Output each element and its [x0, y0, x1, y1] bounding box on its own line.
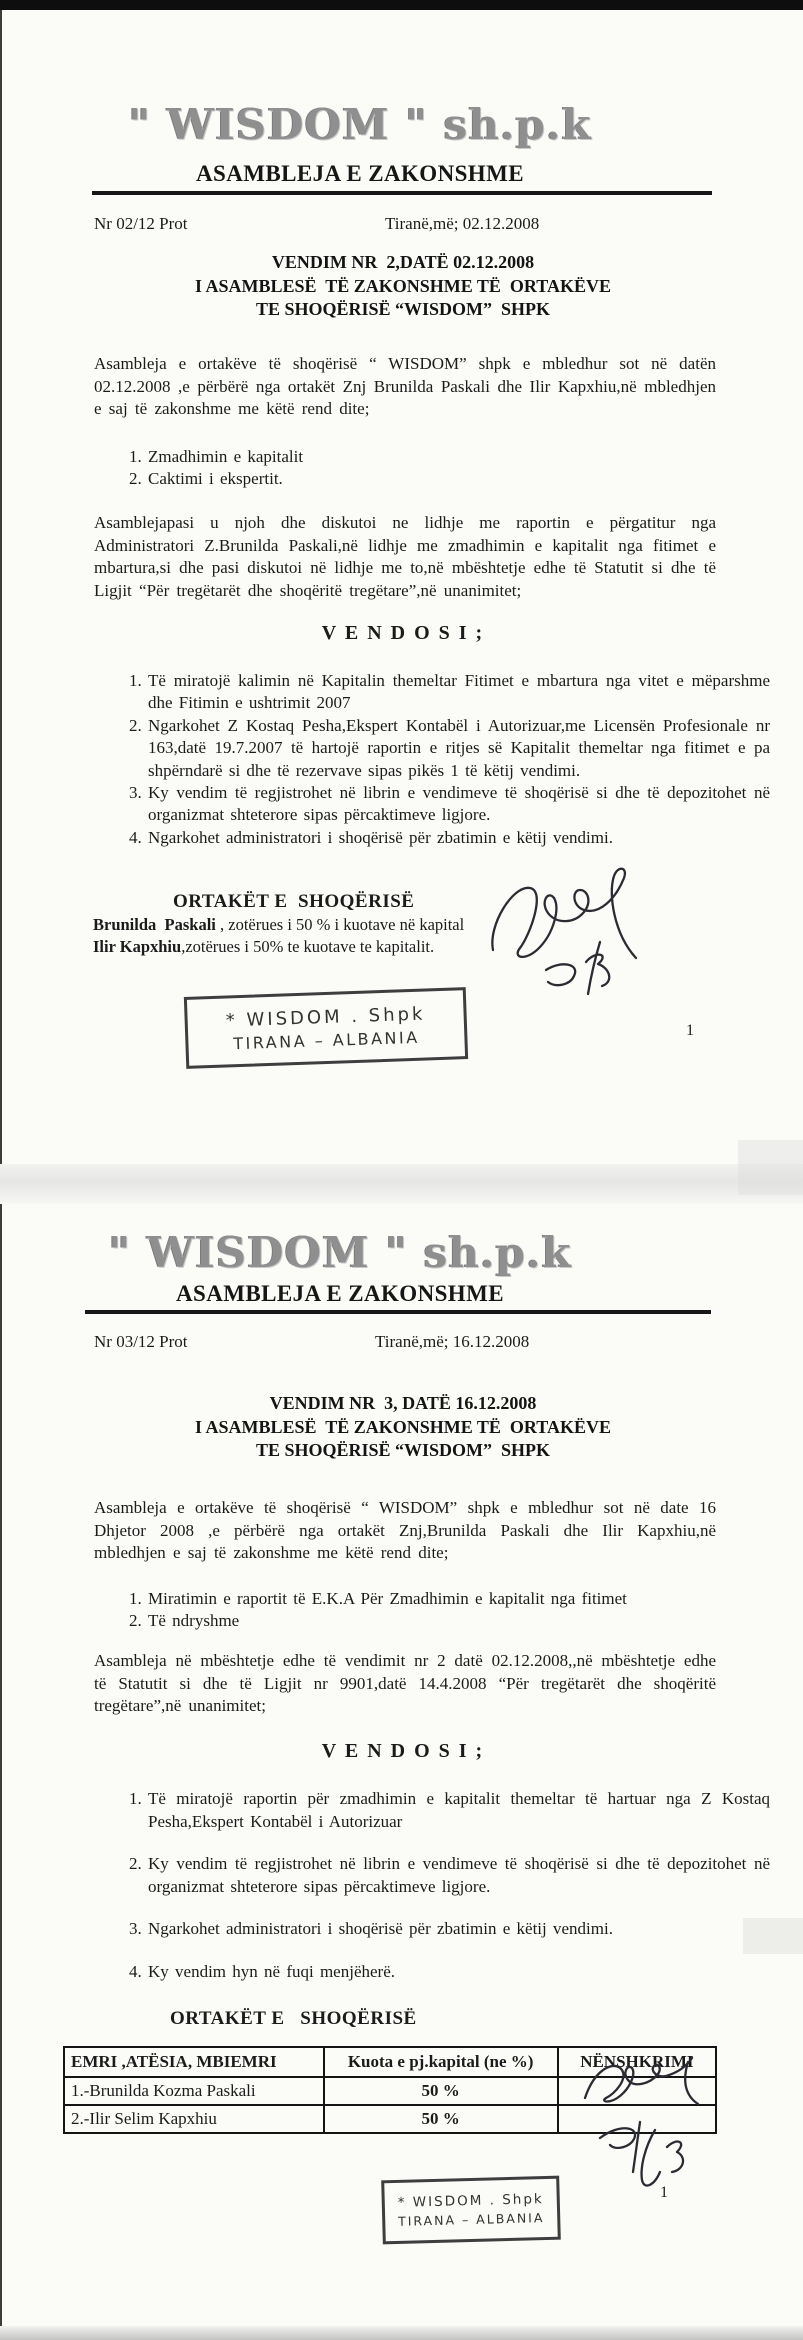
decision-title [92, 251, 714, 322]
dateline: Tiranë,më; 02.12.2008 [385, 214, 540, 233]
company-logo: " WISDOM " sh.p.k [108, 1228, 572, 1277]
partners-heading: ORTAKËT E SHOQËRISË [173, 891, 415, 912]
company-stamp [381, 2176, 561, 2245]
protocol-number: Nr 03/12 Prot [94, 1332, 188, 1351]
table-header-name: EMRI ,ATËSIA, MBIEMRI [64, 2047, 324, 2077]
table-header-quota: Kuota e pj.kapital (ne %) [324, 2047, 558, 2077]
handwritten-signature [468, 850, 668, 1000]
stamp-line: * WISDOM . Shpk [225, 1003, 426, 1031]
partner-name: Ilir Kapxhiu [93, 937, 182, 956]
header-rule [85, 1310, 711, 1314]
stamp-line: TIRANA – ALBANIA [232, 1027, 420, 1053]
scan-smudge [738, 1140, 803, 1195]
decisions-list [94, 670, 770, 849]
decision-title-line-2: I ASAMBLESË TË ZAKONSHME TË ORTAKËVE [195, 1416, 611, 1437]
decision-title-line-2: I ASAMBLESË TË ZAKONSHME TË ORTAKËVE [195, 275, 611, 296]
company-logo: " WISDOM " sh.p.k [128, 100, 592, 149]
stamp-line: * WISDOM . Shpk [397, 2191, 544, 2211]
decision-item: 3. Ky vendim të regjistrohet në librin e vendimeve të shoqërisë si dhe të depozitohet në organizmat shteterore sipas përcaktimeve ligjore. [148, 782, 770, 827]
vendosi-heading: V E N D O S I ; [321, 1740, 485, 1762]
decision-item: 1. Të miratojë raportin për zmadhimin e kapitalit themeltar të hartuar nga Z Kostaq Pesha,Ekspert Kontabël i Autorizuar [148, 1788, 770, 1833]
partner-name-cell: 1.-Brunilda Kozma Paskali [64, 2077, 324, 2105]
header-rule [92, 191, 712, 195]
decisions-list [94, 1788, 770, 2003]
decision-title-line-1: VENDIM NR 3, DATË 16.12.2008 [269, 1393, 537, 1413]
page-number: 1 [686, 1022, 694, 1039]
decision-item: 4. Ky vendim hyn në fuqi menjëherë. [148, 1961, 770, 1984]
intro-paragraph: Asambleja e ortakëve të shoqërisë “ WISDOM” shpk e mbledhur sot në datën 02.12.2008 ,e përbërë nga ortakët Znj Brunilda Paskali dhe Ilir Kapxhiu,në mbledhjen e saj të zakonshme me këtë rend dite; [94, 354, 716, 419]
agenda-list [94, 1588, 770, 1633]
decision-title-line-1: VENDIM NR 2,DATË 02.12.2008 [271, 252, 535, 272]
consideration-paragraph: Asamblejapasi u njoh dhe diskutoi ne lidhje me raportin e përgatitur nga Administratori Z.Brunilda Paskali,në lidhje me zmadhimin e kapitalit nga fitimet e mbartura,si dhe pasi diskutoi në lidhje me to,në mbështetje edhe të Statutit si dhe të Ligjit “Për tregëtarët dhe shoqëritë tregëtare”,në unanimitet; [94, 513, 716, 600]
page-separator-band [0, 1164, 803, 1204]
assembly-heading: ASAMBLEJA E ZAKONSHME [196, 161, 524, 186]
decision-item: 2. Ky vendim të regjistrohet në librin e vendimeve të shoqërisë si dhe të depozitohet në organizmat shteterore sipas përcaktimeve ligjore. [148, 1853, 770, 1898]
scan-artifact-bottom-band [0, 2326, 803, 2340]
decision-title-line-3: TE SHOQËRISË “WISDOM” SHPK [255, 299, 551, 319]
partner-name-cell: 2.-Ilir Selim Kapxhiu [64, 2105, 324, 2133]
agenda-item: 2. Caktimi i ekspertit. [148, 468, 770, 490]
dateline: Tiranë,më; 16.12.2008 [375, 1332, 530, 1351]
vendosi-heading: V E N D O S I ; [321, 622, 485, 644]
partner-share-text: , zotërues i 50 % i kuotave në kapital [215, 915, 465, 934]
partner-share-text: ,zotërues i 50% te kuotave te kapitalit. [181, 937, 435, 956]
stamp-line: TIRANA – ALBANIA [397, 2210, 545, 2229]
partner-quota-cell: 50 % [324, 2077, 558, 2105]
agenda-list [94, 446, 770, 491]
decision-item: 4. Ngarkohet administratori i shoqërisë për zbatimin e këtij vendimi. [148, 827, 770, 849]
decision-item: 1. Të miratojë kalimin në Kapitalin themeltar Fitimet e mbartura nga vitet e mëparshme dhe Fitimin e ushtrimit 2007 [148, 670, 770, 715]
agenda-item: 1. Zmadhimin e kapitalit [148, 446, 770, 468]
decision-item: 3. Ngarkohet administratori i shoqërisë për zbatimin e këtij vendimi. [148, 1918, 770, 1941]
protocol-number: Nr 02/12 Prot [94, 214, 188, 233]
company-stamp [184, 987, 468, 1069]
assembly-heading: ASAMBLEJA E ZAKONSHME [176, 1281, 504, 1306]
agenda-item: 1. Miratimin e raportit të E.K.A Për Zmadhimin e kapitalit nga fitimet [148, 1588, 770, 1610]
consideration-paragraph: Asambleja në mbështetje edhe të vendimit nr 2 datë 02.12.2008,,në mbështetje edhe të Statutit si dhe të Ligjit nr 9901,datë 14.4.2008 “Për tregëtarët dhe shoqëritë tregëtare”,në unanimitet; [94, 1651, 716, 1716]
handwritten-signature [570, 2050, 730, 2205]
scan-artifact-top-bar [0, 0, 803, 10]
agenda-item: 2. Të ndryshme [148, 1610, 770, 1632]
partner-line [93, 937, 434, 957]
decision-item: 2. Ngarkohet Z Kostaq Pesha,Ekspert Kontabël i Autorizuar,me Licensën Profesionale nr 163,datë 19.7.2007 të hartojë raportin e ritjes së Kapitalit themeltar nga fitimet e pa shpërndarë si dhe të rezervave sipas pikës 1 të këtij vendimi. [148, 715, 770, 782]
decision-title-line-3: TE SHOQËRISË “WISDOM” SHPK [255, 1440, 551, 1460]
intro-paragraph: Asambleja e ortakëve të shoqërisë “ WISDOM” shpk e mbledhur sot në date 16 Dhjetor 2008 ,e përbërë nga ortakët Znj,Brunilda Paskali dhe Ilir Kapxhiu,në mbledhjen e saj të zakonshme me këtë rend dite; [94, 1498, 716, 1563]
partner-line [93, 915, 464, 935]
table-header-signature: NËNSHKRIMI [558, 2047, 716, 2077]
partner-name: Brunilda Paskali [93, 915, 216, 934]
page-number: 1 [660, 2184, 668, 2201]
partners-heading: ORTAKËT E SHOQËRISË [170, 2008, 417, 2029]
decision-title [92, 1392, 714, 1463]
partner-quota-cell: 50 % [324, 2105, 558, 2133]
